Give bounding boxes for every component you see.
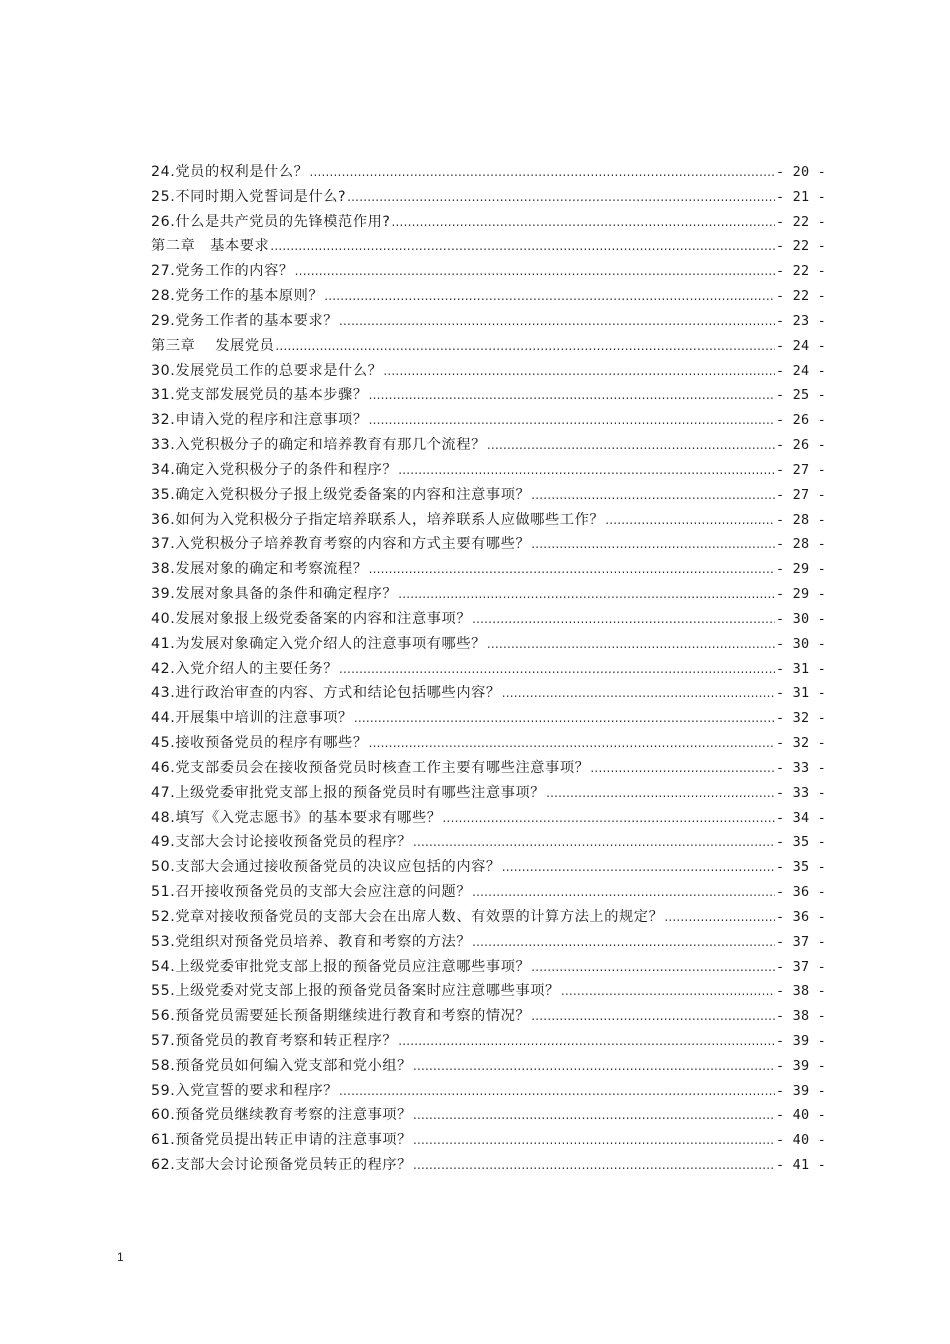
- toc-entry-title: 62.支部大会讨论预备党员转正的程序？: [151, 1157, 412, 1174]
- toc-dot-leader: [443, 806, 775, 831]
- toc-dot-leader: [275, 334, 775, 359]
- toc-entry-page: - 33 -: [776, 784, 826, 801]
- toc-dot-leader: [383, 359, 775, 384]
- toc-entry-page: - 34 -: [776, 809, 826, 826]
- toc-entry[interactable]: [151, 1029, 826, 1054]
- toc-entry-page: - 20 -: [776, 164, 826, 180]
- toc-entry-title: 32.申请入党的程序和注意事项？: [151, 412, 368, 429]
- toc-entry-title: 42.入党介绍人的主要任务？: [151, 660, 339, 677]
- toc-entry-page: - 24 -: [776, 362, 826, 379]
- toc-entry-page: - 36 -: [776, 908, 826, 925]
- toc-entry-page: - 38 -: [776, 1008, 826, 1025]
- toc-entry-title: 28.党务工作的基本原则？: [151, 288, 324, 305]
- toc-entry-title: 44.开展集中培训的注意事项？: [151, 710, 353, 727]
- toc-entry-page: - 38 -: [776, 983, 826, 1000]
- toc-entry[interactable]: [151, 681, 826, 706]
- toc-entry-title: 47.上级党委审批党支部上报的预备党员时有哪些注意事项？: [151, 784, 546, 801]
- toc-dot-leader: [531, 1004, 775, 1029]
- toc-entry-title: 35.确定入党积极分子报上级党委备案的内容和注意事项？: [151, 486, 531, 503]
- toc-entry-title: 58.预备党员如何编入党支部和党小组？: [151, 1057, 412, 1074]
- toc-entry[interactable]: [151, 731, 826, 756]
- toc-dot-leader: [472, 607, 775, 632]
- toc-entry[interactable]: [151, 756, 826, 781]
- toc-dot-leader: [339, 657, 775, 682]
- toc-entry-page: - 30 -: [776, 635, 826, 652]
- toc-entry-page: - 28 -: [776, 511, 826, 528]
- toc-entry-title: 34.确定入党积极分子的条件和程序？: [151, 461, 398, 478]
- toc-entry-title: 55.上级党委对党支部上报的预备党员备案时应注意哪些事项？: [151, 983, 560, 1000]
- toc-entry[interactable]: [151, 532, 826, 557]
- toc-entry[interactable]: [151, 706, 826, 731]
- toc-entry[interactable]: [151, 433, 826, 458]
- toc-entry-title: 52.党章对接收预备党员的支部大会在出席人数、有效票的计算方法上的规定？: [151, 908, 664, 925]
- toc-entry[interactable]: [151, 359, 826, 384]
- toc-entry-title: 48.填写《入党志愿书》的基本要求有哪些？: [151, 809, 442, 826]
- toc-dot-leader: [295, 259, 775, 284]
- toc-dot-leader: [398, 582, 775, 607]
- toc-entry[interactable]: [151, 930, 826, 955]
- toc-entry-page: - 24 -: [776, 337, 826, 354]
- toc-entry-title: 50.支部大会通过接收预备党员的决议应包括的内容？: [151, 859, 501, 876]
- toc-entry-page: - 29 -: [776, 561, 826, 578]
- toc-entry-page: - 22 -: [776, 263, 826, 280]
- toc-entry-title: 37.入党积极分子培养教育考察的内容和方式主要有哪些？: [151, 536, 531, 553]
- toc-entry-title: 49.支部大会讨论接收预备党员的程序？: [151, 834, 412, 851]
- toc-dot-leader: [472, 880, 775, 905]
- toc-entry-title: 51.召开接收预备党员的支部大会应注意的问题？: [151, 884, 472, 901]
- toc-entry-title: 29.党务工作者的基本要求？: [151, 312, 339, 329]
- toc-entry[interactable]: [151, 607, 826, 632]
- toc-entry[interactable]: [151, 1128, 826, 1153]
- toc-entry[interactable]: [151, 483, 826, 508]
- toc-entry-title: 40.发展对象报上级党委备案的内容和注意事项？: [151, 610, 472, 627]
- toc-entry-page: - 25 -: [776, 387, 826, 404]
- toc-dot-leader: [502, 855, 775, 880]
- toc-entry[interactable]: [151, 383, 826, 408]
- toc-dot-leader: [487, 433, 775, 458]
- toc-entry[interactable]: [151, 334, 826, 359]
- toc-entry[interactable]: [151, 284, 826, 309]
- toc-entry-title: 61.预备党员提出转正申请的注意事项？: [151, 1132, 412, 1149]
- page-number: 1: [117, 1250, 124, 1264]
- toc-entry-title: 30.发展党员工作的总要求是什么？: [151, 362, 383, 379]
- toc-entry-page: - 26 -: [776, 437, 826, 454]
- toc-entry[interactable]: [151, 185, 826, 210]
- toc-dot-leader: [369, 557, 775, 582]
- toc-dot-leader: [413, 1128, 775, 1153]
- toc-entry-title: 25.不同时期入党誓词是什么?: [151, 188, 347, 205]
- toc-entry-title: 39.发展对象具备的条件和确定程序？: [151, 586, 398, 603]
- toc-entry[interactable]: [151, 408, 826, 433]
- toc-dot-leader: [413, 1103, 775, 1128]
- toc-entry-title: 24.党员的权利是什么？: [151, 164, 309, 180]
- toc-entry-page: - 36 -: [776, 884, 826, 901]
- toc-entry-page: - 22 -: [776, 288, 826, 305]
- toc-dot-leader: [309, 160, 775, 185]
- toc-entry-title: 53.党组织对预备党员培养、教育和考察的方法？: [151, 933, 472, 950]
- toc-entry-page: - 39 -: [776, 1057, 826, 1074]
- toc-entry-title: 33.入党积极分子的确定和培养教育有那几个流程？: [151, 437, 486, 454]
- toc-dot-leader: [398, 1029, 775, 1054]
- toc-entry-page: - 21 -: [776, 188, 826, 205]
- toc-dot-leader: [270, 234, 775, 259]
- toc-entry-page: - 32 -: [776, 735, 826, 752]
- toc-dot-leader: [413, 1054, 775, 1079]
- toc-entry[interactable]: [151, 210, 826, 235]
- toc-dot-leader: [398, 458, 775, 483]
- toc-entry-page: - 40 -: [776, 1107, 826, 1124]
- toc-entry-page: - 35 -: [776, 859, 826, 876]
- table-of-contents: [151, 160, 826, 1178]
- toc-entry-page: - 22 -: [776, 238, 826, 255]
- toc-entry-page: - 27 -: [776, 486, 826, 503]
- toc-entry-page: - 35 -: [776, 834, 826, 851]
- toc-entry-title: 第二章 基本要求: [151, 238, 270, 255]
- toc-entry-page: - 27 -: [776, 461, 826, 478]
- toc-entry-title: 59.入党宣誓的要求和程序？: [151, 1082, 339, 1099]
- toc-entry[interactable]: [151, 259, 826, 284]
- toc-dot-leader: [413, 830, 775, 855]
- toc-entry-title: 60.预备党员继续教育考察的注意事项？: [151, 1107, 412, 1124]
- toc-dot-leader: [324, 284, 775, 309]
- toc-entry-page: - 29 -: [776, 586, 826, 603]
- toc-entry-title: 36.如何为入党积极分子指定培养联系人，培养联系人应做哪些工作？: [151, 511, 605, 528]
- toc-entry-page: - 41 -: [776, 1157, 826, 1174]
- toc-entry-page: - 32 -: [776, 710, 826, 727]
- toc-entry-page: - 31 -: [776, 660, 826, 677]
- toc-dot-leader: [531, 532, 775, 557]
- toc-dot-leader: [531, 483, 775, 508]
- toc-entry[interactable]: [151, 855, 826, 880]
- toc-entry[interactable]: [151, 1153, 826, 1178]
- toc-dot-leader: [561, 979, 775, 1004]
- toc-dot-leader: [590, 756, 775, 781]
- toc-entry-title: 38.发展对象的确定和考察流程？: [151, 561, 368, 578]
- toc-entry[interactable]: [151, 1004, 826, 1029]
- toc-dot-leader: [546, 781, 775, 806]
- toc-entry-page: - 39 -: [776, 1032, 826, 1049]
- toc-entry-page: - 37 -: [776, 933, 826, 950]
- toc-entry[interactable]: [151, 582, 826, 607]
- toc-entry[interactable]: [151, 1054, 826, 1079]
- toc-dot-leader: [392, 210, 776, 235]
- toc-entry[interactable]: [151, 1103, 826, 1128]
- toc-dot-leader: [487, 632, 775, 657]
- toc-entry[interactable]: [151, 979, 826, 1004]
- toc-entry[interactable]: [151, 905, 826, 930]
- toc-entry[interactable]: [151, 160, 826, 185]
- toc-entry[interactable]: [151, 657, 826, 682]
- toc-entry[interactable]: [151, 632, 826, 657]
- toc-dot-leader: [502, 681, 775, 706]
- toc-entry-title: 27.党务工作的内容？: [151, 263, 294, 280]
- toc-entry-page: - 37 -: [776, 958, 826, 975]
- toc-entry-title: 41.为发展对象确定入党介绍人的注意事项有哪些？: [151, 635, 486, 652]
- toc-dot-leader: [369, 408, 775, 433]
- toc-dot-leader: [339, 1079, 775, 1104]
- toc-entry[interactable]: [151, 955, 826, 980]
- toc-entry-page: - 39 -: [776, 1082, 826, 1099]
- toc-entry-title: 57.预备党员的教育考察和转正程序？: [151, 1032, 398, 1049]
- toc-dot-leader: [339, 309, 775, 334]
- toc-entry[interactable]: [151, 458, 826, 483]
- toc-dot-leader: [354, 706, 775, 731]
- toc-dot-leader: [369, 383, 775, 408]
- toc-dot-leader: [531, 955, 775, 980]
- toc-entry-title: 26.什么是共产党员的先锋模范作用?: [151, 213, 391, 230]
- toc-entry-title: 31.党支部发展党员的基本步骤？: [151, 387, 368, 404]
- toc-entry[interactable]: [151, 830, 826, 855]
- toc-entry-page: - 30 -: [776, 610, 826, 627]
- toc-entry-page: - 28 -: [776, 536, 826, 553]
- toc-entry[interactable]: [151, 1079, 826, 1104]
- toc-dot-leader: [369, 731, 775, 756]
- toc-entry-page: - 40 -: [776, 1132, 826, 1149]
- toc-entry-page: - 31 -: [776, 685, 826, 702]
- toc-entry-page: - 26 -: [776, 412, 826, 429]
- toc-entry[interactable]: [151, 309, 826, 334]
- toc-dot-leader: [472, 930, 775, 955]
- toc-entry-title: 54.上级党委审批党支部上报的预备党员应注意哪些事项？: [151, 958, 531, 975]
- toc-dot-leader: [347, 185, 775, 210]
- toc-entry-title: 45.接收预备党员的程序有哪些？: [151, 735, 368, 752]
- toc-dot-leader: [664, 905, 775, 930]
- toc-dot-leader: [413, 1153, 775, 1178]
- toc-entry-page: - 33 -: [776, 759, 826, 776]
- toc-entry[interactable]: [151, 781, 826, 806]
- toc-entry[interactable]: [151, 557, 826, 582]
- toc-entry-title: 第三章 发展党员: [151, 337, 275, 354]
- toc-entry[interactable]: [151, 806, 826, 831]
- toc-entry-page: - 23 -: [776, 312, 826, 329]
- toc-entry[interactable]: [151, 234, 826, 259]
- toc-dot-leader: [605, 508, 775, 533]
- toc-entry[interactable]: [151, 880, 826, 905]
- toc-entry-title: 56.预备党员需要延长预备期继续进行教育和考察的情况？: [151, 1008, 531, 1025]
- toc-entry-title: 43.进行政治审查的内容、方式和结论包括哪些内容？: [151, 685, 501, 702]
- toc-entry-title: 46.党支部委员会在接收预备党员时核查工作主要有哪些注意事项？: [151, 759, 590, 776]
- toc-entry[interactable]: [151, 508, 826, 533]
- toc-entry-page: - 22 -: [776, 213, 826, 230]
